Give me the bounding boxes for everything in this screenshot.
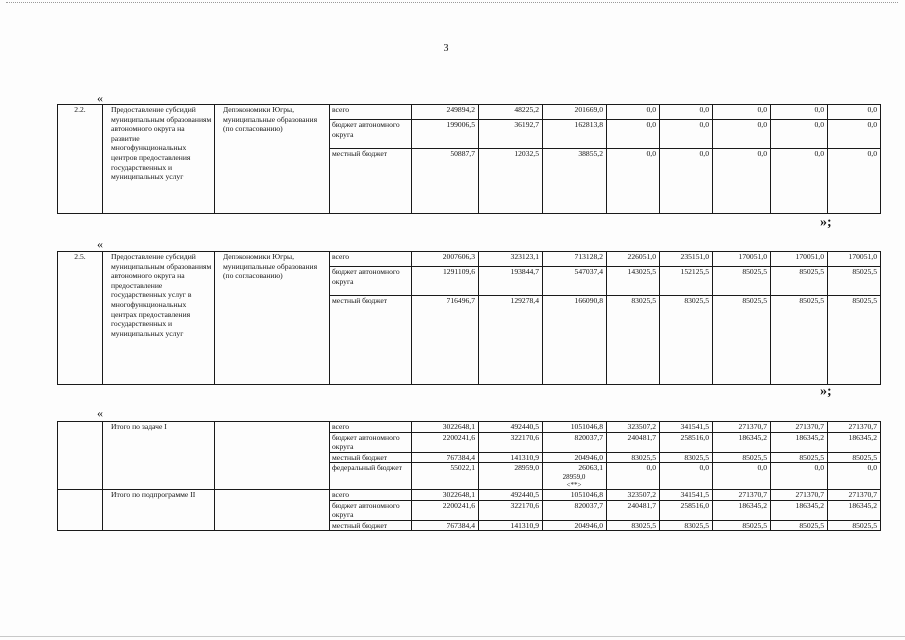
- table-row: [58, 489, 881, 500]
- value-cell: 129278,4: [479, 296, 543, 385]
- empty-code-cell: [58, 422, 103, 490]
- value-cell: 141310,9: [479, 452, 543, 463]
- value-cell: 2200241,6: [412, 432, 479, 452]
- funding-source: местный бюджет: [330, 452, 412, 463]
- value-cell: 226051,0: [607, 252, 660, 267]
- value-cell: 85025,5: [713, 520, 771, 531]
- value-cell: 341541,5: [660, 489, 713, 500]
- value-cell: 0,0: [771, 149, 828, 214]
- value-cell: 271370,7: [713, 422, 771, 433]
- value-cell: 716496,7: [412, 296, 479, 385]
- value-cell: 240481,7: [607, 500, 660, 520]
- value-cell: 85025,5: [828, 296, 881, 385]
- value-cell: 85025,5: [713, 452, 771, 463]
- funding-source: местный бюджет: [330, 149, 412, 214]
- activity-name: Предоставление субсидий муниципальным образованиям автономного округа на предоставление государственных услуг в многофункциональных центрах предоставления государственных и муниципальных услуг: [103, 252, 215, 385]
- value-cell: 767384,4: [412, 520, 479, 531]
- table-block-2-2: [57, 104, 881, 214]
- value-cell: 820037,7: [543, 432, 607, 452]
- value-cell: 85025,5: [828, 267, 881, 296]
- value-cell: 166090,8: [543, 296, 607, 385]
- value-cell: 547037,4: [543, 267, 607, 296]
- value-cell: 0,0: [660, 120, 713, 149]
- value-cell: 186345,2: [713, 432, 771, 452]
- open-quote: «: [97, 237, 103, 251]
- value-cell: 83025,5: [607, 296, 660, 385]
- value-cell: 48225,2: [479, 105, 543, 120]
- value-cell: 235151,0: [660, 252, 713, 267]
- value-cell: 0,0: [771, 105, 828, 120]
- empty-code-cell: [58, 489, 103, 530]
- value-cell: 186345,2: [771, 432, 828, 452]
- table-block-2-5: [57, 251, 881, 385]
- value-cell: 12032,5: [479, 149, 543, 214]
- value-cell: 820037,7: [543, 500, 607, 520]
- empty-responsible-cell: [215, 489, 330, 530]
- value-cell: 0,0: [713, 120, 771, 149]
- value-cell: 170051,0: [828, 252, 881, 267]
- value-cell: 85025,5: [771, 267, 828, 296]
- value-cell: 85025,5: [771, 452, 828, 463]
- funding-source: федеральный бюджет: [330, 463, 412, 490]
- value-cell: 1051046,8: [543, 422, 607, 433]
- value-cell: 323123,1: [479, 252, 543, 267]
- value-cell: 193844,7: [479, 267, 543, 296]
- value-cell: 0,0: [607, 120, 660, 149]
- value-cell: 0,0: [713, 149, 771, 214]
- close-quote: »;: [820, 215, 832, 230]
- table-row: [58, 422, 881, 433]
- value-cell: 28959,0: [479, 463, 543, 490]
- value-cell: 0,0: [660, 463, 713, 490]
- footnote-marker: <**>: [566, 480, 582, 489]
- value-cell: 322170,6: [479, 500, 543, 520]
- value-cell: 186345,2: [828, 500, 881, 520]
- value-cell: 271370,7: [828, 489, 881, 500]
- value-cell: 492440,5: [479, 422, 543, 433]
- row-code: 2.5.: [58, 252, 103, 385]
- value-cell: 0,0: [607, 149, 660, 214]
- value-cell: 83025,5: [607, 520, 660, 531]
- value-cell: 170051,0: [771, 252, 828, 267]
- value-cell: 0,0: [660, 105, 713, 120]
- value-cell: 258516,0: [660, 500, 713, 520]
- responsible-executor: Депэкономики Югры, муниципальные образования (по согласованию): [215, 105, 330, 214]
- value-cell: 713128,2: [543, 252, 607, 267]
- value-cell: 199006,5: [412, 120, 479, 149]
- funding-source: местный бюджет: [330, 296, 412, 385]
- value-cell: 186345,2: [828, 432, 881, 452]
- funding-source: бюджет автономного округа: [330, 120, 412, 149]
- value-cell: 83025,5: [660, 296, 713, 385]
- value-cell: 141310,9: [479, 520, 543, 531]
- value-cell: 0,0: [771, 120, 828, 149]
- value-cell: 240481,7: [607, 432, 660, 452]
- value-cell: 322170,6: [479, 432, 543, 452]
- value-cell: 0,0: [607, 105, 660, 120]
- value-cell: 170051,0: [713, 252, 771, 267]
- value-cell: 0,0: [828, 149, 881, 214]
- scan-artifact-top: [6, 2, 898, 3]
- value-cell: 323507,2: [607, 489, 660, 500]
- value-cell: 85025,5: [828, 452, 881, 463]
- funding-source: местный бюджет: [330, 520, 412, 531]
- funding-source: бюджет автономного округа: [330, 500, 412, 520]
- funding-source: всего: [330, 105, 412, 120]
- value-cell: 38855,2: [543, 149, 607, 214]
- funding-source: всего: [330, 252, 412, 267]
- row-code: 2.2.: [58, 105, 103, 214]
- total-label: Итого по подпрограмме II: [103, 489, 215, 530]
- value-cell: 204946,0: [543, 452, 607, 463]
- value-cell: 85025,5: [771, 296, 828, 385]
- funding-source: всего: [330, 422, 412, 433]
- close-quote: »;: [820, 384, 832, 399]
- value-federal-extra: 28959,0: [562, 472, 586, 481]
- value-cell: 152125,5: [660, 267, 713, 296]
- page-number: 3: [443, 43, 449, 54]
- value-cell: 258516,0: [660, 432, 713, 452]
- value-cell: 186345,2: [771, 500, 828, 520]
- scan-artifact-bottom: [0, 636, 905, 637]
- total-label: Итого по задаче I: [103, 422, 215, 490]
- value-cell: 492440,5: [479, 489, 543, 500]
- value-cell: 1291109,6: [412, 267, 479, 296]
- value-cell: 83025,5: [660, 520, 713, 531]
- open-quote: «: [97, 91, 103, 105]
- value-cell: 271370,7: [771, 489, 828, 500]
- value-cell: 271370,7: [771, 422, 828, 433]
- value-cell: 0,0: [828, 105, 881, 120]
- value-cell: 0,0: [713, 463, 771, 490]
- value-cell: 3022648,1: [412, 422, 479, 433]
- value-cell: 85025,5: [713, 296, 771, 385]
- responsible-executor: Депэкономики Югры, муниципальные образования (по согласованию): [215, 252, 330, 385]
- value-cell: 341541,5: [660, 422, 713, 433]
- value-cell: 204946,0: [543, 520, 607, 531]
- value-cell: 767384,4: [412, 452, 479, 463]
- value-cell: 201669,0: [543, 105, 607, 120]
- value-cell: 3022648,1: [412, 489, 479, 500]
- value-cell: 55022,1: [412, 463, 479, 490]
- value-cell: 50887,7: [412, 149, 479, 214]
- value-cell: 2200241,6: [412, 500, 479, 520]
- value-cell: 85025,5: [771, 520, 828, 531]
- table-row: [58, 252, 881, 267]
- empty-responsible-cell: [215, 422, 330, 490]
- value-cell: 0,0: [713, 105, 771, 120]
- value-cell: 0,0: [771, 463, 828, 490]
- value-cell: 271370,7: [713, 489, 771, 500]
- value-cell: 36192,7: [479, 120, 543, 149]
- value-cell: 162813,8: [543, 120, 607, 149]
- activity-name: Предоставление субсидий муниципальным образованиям автономного округа на развитие многофункциональных центров предоставления государственных и муниципальных услуг: [103, 105, 215, 214]
- open-quote: «: [97, 406, 103, 420]
- value-cell: 85025,5: [713, 267, 771, 296]
- value-cell: 85025,5: [828, 520, 881, 531]
- value-cell: 186345,2: [713, 500, 771, 520]
- value-cell: 0,0: [607, 463, 660, 490]
- value-cell: 249894,2: [412, 105, 479, 120]
- value-cell: 323507,2: [607, 422, 660, 433]
- value-cell: 1051046,8: [543, 489, 607, 500]
- value-cell: 0,0: [660, 149, 713, 214]
- value-cell: [543, 463, 607, 490]
- value-cell: 0,0: [828, 463, 881, 490]
- table-totals: [57, 421, 881, 531]
- value-cell: 271370,7: [828, 422, 881, 433]
- funding-source: бюджет автономного округа: [330, 432, 412, 452]
- value-cell: 83025,5: [660, 452, 713, 463]
- value-main: 26063,1: [578, 463, 603, 473]
- table-row: [58, 105, 881, 120]
- value-cell: 83025,5: [607, 452, 660, 463]
- value-cell: 143025,5: [607, 267, 660, 296]
- funding-source: бюджет автономного округа: [330, 267, 412, 296]
- value-cell: 0,0: [828, 120, 881, 149]
- funding-source: всего: [330, 489, 412, 500]
- value-cell: 2007606,3: [412, 252, 479, 267]
